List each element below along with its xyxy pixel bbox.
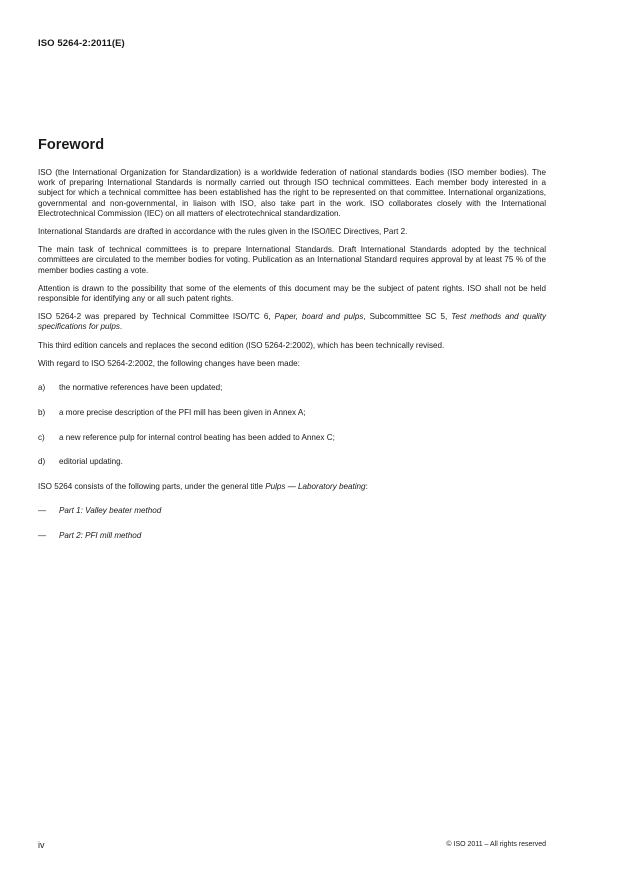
changes-list [38,383,546,467]
list-item [38,531,546,541]
general-title: Pulps — Laboratory beating [265,481,366,491]
parts-list [38,506,546,541]
parts-intro-text: ISO 5264 consists of the following parts, under the general title [38,481,266,491]
list-item-text: editorial updating. [59,457,123,467]
colon: : [365,481,368,491]
subcommittee-title: Test methods and quality specifications for pulps [38,312,546,332]
list-item-text: the normative references have been updated; [59,383,223,393]
list-item-label: a) [38,383,46,393]
section-title: Foreword [38,137,105,153]
paragraph-drafting-rules: International Standards are drafted in accordance with the rules given in the ISO/IEC Directives, Part 2. [38,227,408,237]
dash-label: — [38,506,47,516]
document-identifier: ISO 5264-2:2011(E) [38,38,125,49]
prepared-by-text: ISO 5264-2 was prepared by Technical Committee ISO/TC 6, [38,312,275,322]
paragraph-technical-committees: The main task of technical committees is to prepare International Standards. Draft International Standards adopted by the technical committees are circulated to the member bodies for voting. Publication as an International Standard requires approval by at least 75 % of the member bodies casting a vote. [38,245,546,275]
list-item [38,506,546,516]
list-item [38,383,546,393]
committee-title: Paper, board and pulps [274,312,364,322]
foreword-body [38,168,546,556]
list-item-label: b) [38,408,46,418]
list-item [38,408,546,418]
list-item-text: a more precise description of the PFI mill has been given in Annex A; [59,408,306,418]
dash-label: — [38,531,47,540]
paragraph-changes-intro: With regard to ISO 5264-2:2002, the following changes have been made: [38,358,300,368]
part-title: Part 1: Valley beater method [59,506,162,516]
paragraph-patent-rights: Attention is drawn to the possibility that some of the elements of this document may be the subject of patent rights. ISO shall not be held responsible for identifying any or all such patent rights. [38,283,546,304]
list-item-label: d) [38,457,46,467]
page-number: iv [38,840,45,850]
list-item [38,457,546,467]
list-item-text: a new reference pulp for internal control beating has been added to Annex C; [59,432,335,442]
paragraph-iso-description: ISO (the International Organization for Standardization) is a worldwide federation of national standards bodies (ISO member bodies). The work of preparing International Standards is normally carried out through ISO technical committees. Each member body interested in a subject for which a technical committee has been established has the right to be represented on that committee. International organizations, governmental and non-governmental, in liaison with ISO, also take part in the work. ISO collaborates closely with the International Electrotechnical Commission (IEC) on all matters of electrotechnical standardization. [38,168,546,218]
paragraph-parts-intro [38,482,546,492]
list-item-label: c) [38,432,45,442]
paragraph-prepared-by [38,312,546,332]
period: . [119,322,123,332]
copyright-notice: © ISO 2011 – All rights reserved [446,841,546,848]
paragraph-edition: This third edition cancels and replaces the second edition (ISO 5264-2:2002), which has been technically revised. [38,340,445,350]
list-item [38,433,546,443]
part-title: Part 2: PFI mill method [59,531,142,540]
subcommittee-text: , Subcommittee SC 5, [363,312,452,322]
